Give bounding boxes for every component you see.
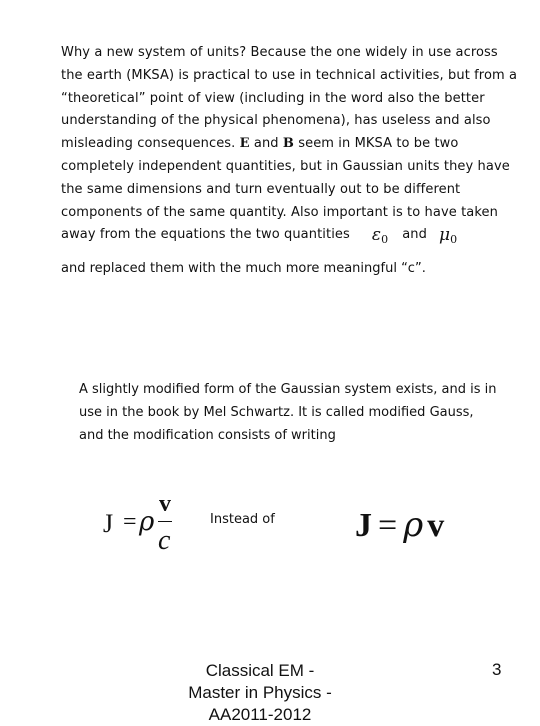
eq1-fraction-bar [158,521,172,522]
eq1-J: J [103,509,114,538]
intro-text-part1: Why a new system of units? Because the one widely in use across the earth (MKSA) is practical to use in technical activities, but from a “theoretical” point of view (including in the word also the better understanding of the physical phenomena), has useless and also misleading consequences. [61,45,518,152]
eq2-J: J [355,507,372,544]
eq1-equals: = [123,509,137,535]
standard-equation [355,505,444,545]
modified-gauss-paragraph: A slightly modified form of the Gaussian system exists, and is in use in the book by Mel Schwartz. It is called modified Gauss, and the modification consists of writing [79,382,497,443]
intro-paragraph [61,42,521,252]
eq2-equals: = [378,507,398,544]
eq2-rho: ρ [403,505,424,545]
footer-line2: Master in Physics - [188,683,332,702]
intro-text-part2: seem in MKSA to be two completely independent quantities, but in Gaussian units they have the same dimensions and turn eventually out to be different components of the same quantity. Also important is to have taken away from the equations the two quantities [61,136,510,243]
footer-course-label [165,660,355,726]
mu-zero-symbol: $\mu_0$ [438,225,458,247]
eq1-denominator: c [158,525,171,556]
instead-of-label: Instead of [210,512,275,527]
modified-gauss-equation [103,491,193,575]
symbol-E: E [239,136,250,152]
intro-and-text: and [249,136,283,152]
footer-line3: AA2011-2012 [208,705,312,724]
replacement-paragraph: and replaced them with the much more meaningful “c”. [61,261,426,276]
eq1-rho: ρ [139,507,155,537]
eq2-v: v [427,507,445,544]
footer-line1: Classical EM - [205,661,315,680]
symbol-B: B [282,136,294,152]
page-number: 3 [492,660,502,679]
eq1-numerator: v [159,491,171,517]
and-text: and [402,227,427,243]
epsilon-zero-symbol: $\varepsilon_0$ [371,225,389,247]
